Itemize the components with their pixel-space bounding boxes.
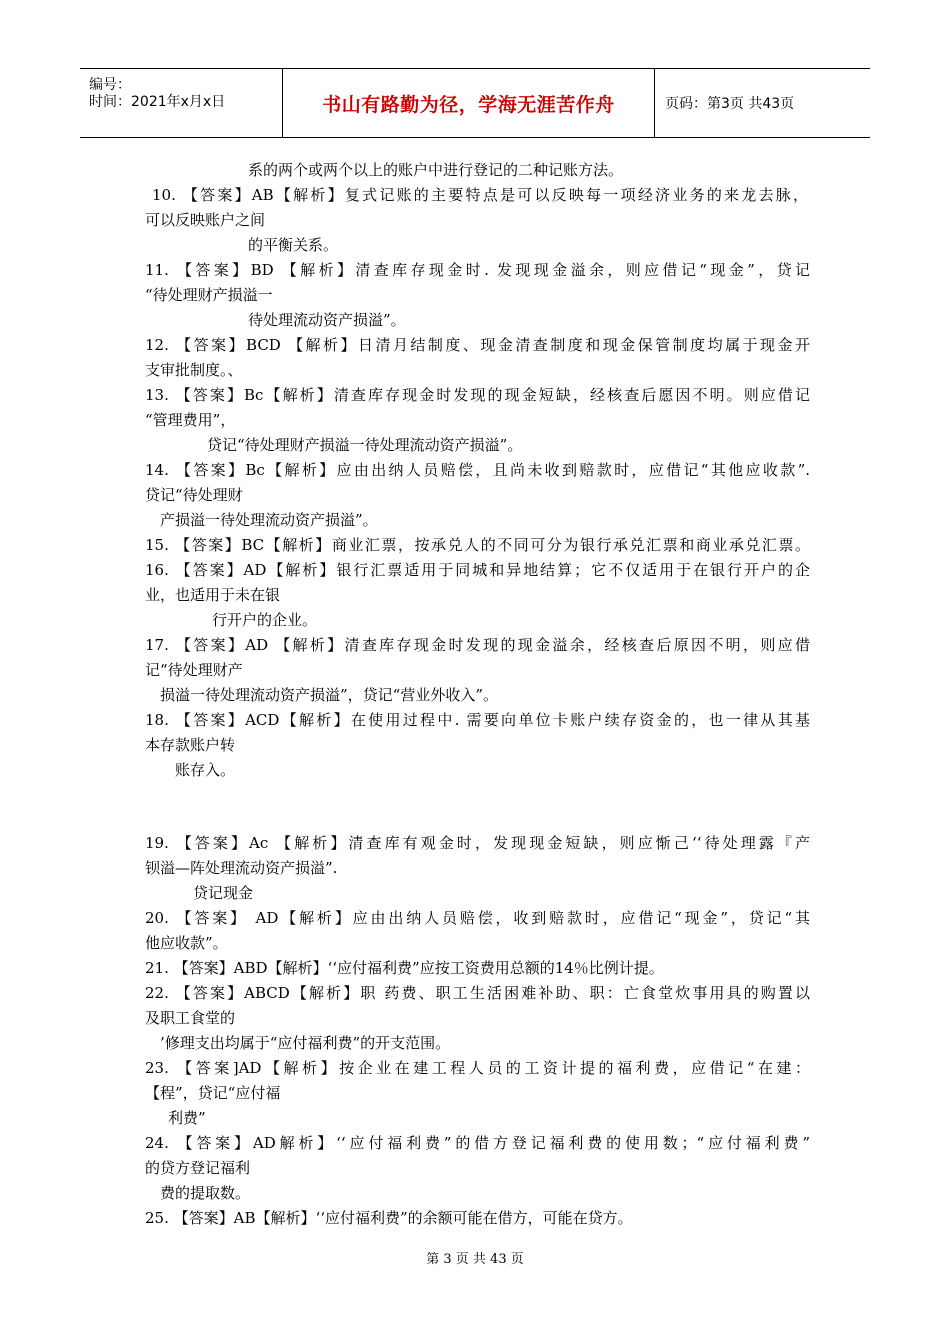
text-line: “管理费用”，	[145, 411, 236, 429]
text-line: 账存入。	[175, 761, 236, 779]
text-line: 11. 【答案】BD 【解析】清查库存现金时. 发现现金溢余，则应借记“现金”，贷记	[145, 261, 810, 279]
text-line: 他应收款”。	[145, 934, 228, 952]
text-line: 贷记“待处理财	[145, 486, 243, 504]
text-line: 可以反映账户之间	[145, 211, 266, 229]
text-line: 损溢一待处理流动资产损溢”，贷记“营业外收入”。	[160, 686, 499, 704]
text-line: 业，也适用于未在银	[145, 586, 281, 604]
text-line: 22. 【答案】ABCD【解析】职 药费、职工生活困难补助、职：亡食堂炊事用具的购置以	[145, 984, 810, 1002]
text-line: 费的提取数。	[160, 1184, 251, 1202]
text-line: 的平衡关系。	[248, 236, 339, 254]
text-line: 贷记现金	[193, 884, 254, 902]
text-line: 13. 【答案】Bc【解析】清查库存现金时发现的现金短缺，经核查后愿因不明。则应借记	[145, 386, 810, 404]
text-line: 18. 【答案】ACD【解析】在使用过程中. 需要向单位卡账户续存资金的，也一律从其基	[145, 711, 810, 729]
text-line: 15. 【答案】BC【解析】商业汇票，按承兑人的不同可分为银行承兑汇票和商业承兑汇票。	[145, 536, 810, 554]
text-line: 16. 【答案】AD【解析】银行汇票适用于同城和异地结算；它不仅适用于在银行开户的企	[145, 561, 810, 579]
text-line: 利费”	[168, 1109, 206, 1127]
text-line: “待处理财产损溢一	[145, 286, 273, 304]
text-line: 记“待处理财产	[145, 661, 243, 679]
text-line: 及职工食堂的	[145, 1009, 236, 1027]
text-line: 产损溢一待处理流动资产损溢”。	[160, 511, 378, 529]
text-line: 14. 【答案】Bc【解析】应由出纳人员赔偿，且尚未收到赔款时，应借记“其他应收款”.	[145, 461, 810, 479]
text-line: 19. 【答案】Ac 【解析】清查库有观金时，发现现金短缺，则应惭己‘‘待处理露『产	[145, 834, 810, 852]
page-footer: 第 3 页 共 43 页	[426, 1252, 524, 1267]
text-line: 23. 【答案]AD【解析】按企业在建工程人员的工资计提的福利费，应借记“在建：	[145, 1059, 810, 1077]
text-line: ’修理支出均属于“应付福利费”的开支范围。	[160, 1034, 451, 1052]
text-line: 待处理流动资产损溢”。	[248, 311, 406, 329]
number-label: 编号：	[89, 77, 131, 93]
text-line: 17. 【答案】AD 【解析】清查库存现金时发现的现金溢余，经核查后原因不明，则应借	[145, 636, 810, 654]
text-line: 【程”，贷记“应付福	[145, 1084, 281, 1102]
motto-text: 书山有路勤为径，学海无涯苦作舟	[322, 93, 615, 116]
text-line: 本存款账户转	[145, 736, 236, 754]
text-line: 10. 【答案】AB【解析】复式记账的主要特点是可以反映每一项经济业务的来龙去脉，	[152, 186, 808, 204]
text-line: 20. 【答案】 AD【解析】应由出纳人员赔偿，收到赔款时，应借记“现金”，贷记“其	[145, 909, 810, 927]
text-line: 系的两个或两个以上的账户中进行登记的二种记账方法。	[248, 161, 624, 179]
text-line: 贷记“待处理财产损溢一待处理流动资产损溢”。	[207, 436, 523, 454]
text-line: 21. 【答案】ABD【解析】‘‘应付福利费”应按工资费用总额的14％比例计提。	[145, 959, 664, 977]
text-line: 的贷方登记福利	[145, 1159, 251, 1177]
time-label: 时间：2021年x月x日	[89, 94, 226, 110]
text-line: 行开户的企业。	[212, 611, 318, 629]
page-info-text: 页码：第3页 共43页	[665, 96, 795, 112]
text-line: 支审批制度。、	[145, 361, 243, 379]
text-line: 25. 【答案】AB【解析】‘‘应付福利费”的余额可能在借方，可能在贷方。	[145, 1209, 633, 1227]
text-line: 12. 【答案】BCD 【解析】日清月结制度、现金清查制度和现金保管制度均属于现金开	[145, 336, 810, 354]
text-line: 钡溢—阵处理流动资产损溢”.	[145, 859, 338, 877]
text-line: 24. 【答案】AD解析】‘‘应付福利费”的借方登记福利费的使用数；“应付福利费”	[145, 1134, 810, 1152]
